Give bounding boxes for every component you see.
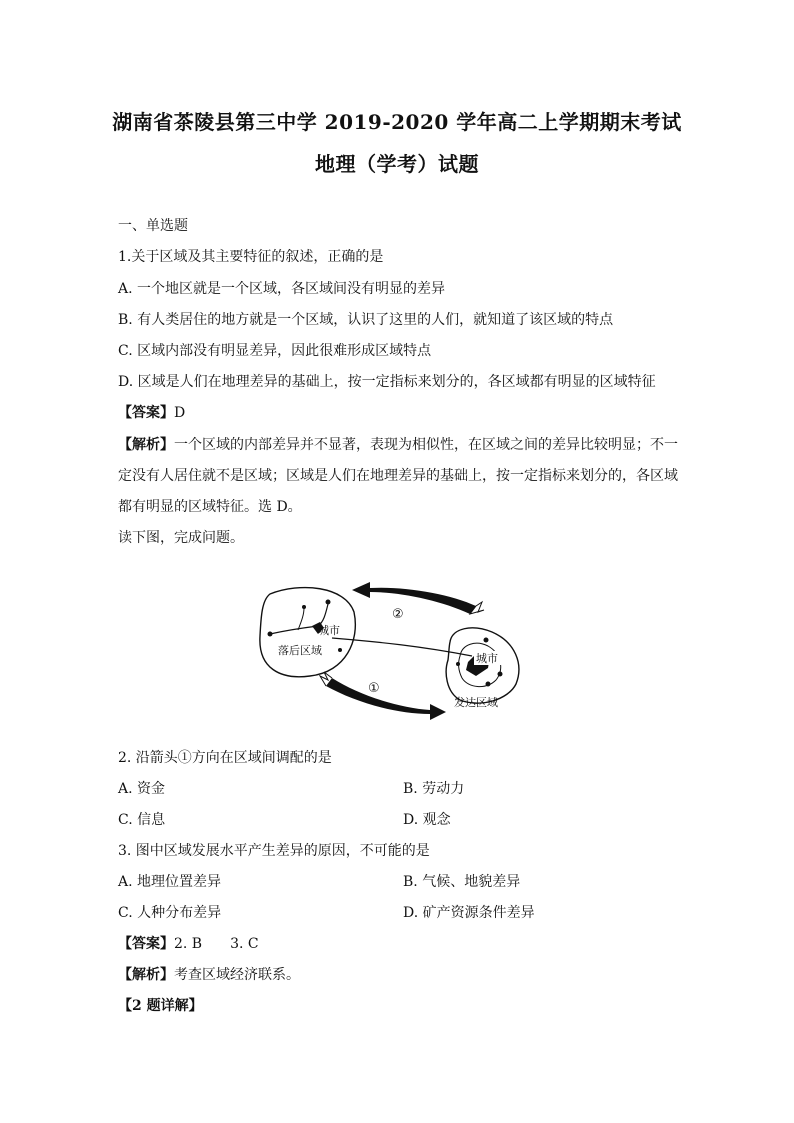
- right-region-label: 发达区域: [454, 696, 498, 709]
- analysis-text: 一个区域的内部差异并不显著，表现为相似性，在区域之间的差异比较明显；不一: [174, 437, 678, 453]
- arrow-1-label: ①: [368, 681, 380, 696]
- left-node-4: [338, 648, 342, 652]
- q1-option-d: D. 区域是人们在地理差异的基础上，按一定指标来划分的，各区域都有明显的区域特征: [118, 374, 656, 390]
- q3-option-a: A. 地理位置差异: [118, 874, 222, 890]
- q2-option-b: B. 劳动力: [403, 781, 465, 797]
- q1-analysis-line-1: [118, 435, 678, 455]
- q2-option-c: C. 信息: [118, 812, 166, 828]
- q23-analysis: [118, 965, 300, 985]
- answer-value: D: [174, 405, 186, 421]
- region-flow-diagram: [240, 572, 540, 722]
- read-prompt: 读下图，完成问题。: [118, 530, 244, 546]
- left-node-3: [302, 605, 306, 609]
- right-node-3: [486, 682, 491, 687]
- q3-option-c: C. 人种分布差异: [118, 905, 222, 921]
- q2-detail-heading: 【2 题详解】: [118, 998, 203, 1014]
- page-title: 湖南省茶陵县第三中学 2019-2020 学年高二上学期期末考试: [112, 110, 682, 134]
- answer-label: 【答案】: [118, 405, 174, 421]
- left-region-label: 落后区域: [278, 644, 322, 657]
- q23-answer: [118, 934, 259, 954]
- q3-option-b: B. 气候、地貌差异: [403, 874, 521, 890]
- right-node-2: [498, 672, 503, 677]
- analysis-label: 【解析】: [118, 967, 174, 983]
- q1-option-b: B. 有人类居住的地方就是一个区域，认识了这里的人们，就知道了该区域的特点: [118, 312, 614, 328]
- left-node-2: [326, 600, 331, 605]
- q1-answer: [118, 403, 185, 423]
- q1-option-a: A. 一个地区就是一个区域，各区域间没有明显的差异: [118, 281, 446, 297]
- arrow-2-head: [352, 582, 370, 598]
- arrow-2-label: ②: [392, 607, 404, 622]
- q1-option-c: C. 区域内部没有明显差异，因此很难形成区域特点: [118, 343, 432, 359]
- q3-stem: 3. 图中区域发展水平产生差异的原因，不可能的是: [118, 843, 430, 859]
- q2-option-a: A. 资金: [118, 781, 166, 797]
- analysis-text: 考查区域经济联系。: [174, 967, 300, 983]
- right-node-1: [484, 638, 489, 643]
- q1-stem: 1.关于区域及其主要特征的叙述，正确的是: [118, 249, 384, 265]
- arrow-2-body: [370, 588, 476, 614]
- left-city-label: 城市: [318, 624, 340, 637]
- arrow-1-head: [430, 704, 446, 720]
- answer-label: 【答案】: [118, 936, 174, 952]
- section-heading: 一、单选题: [118, 218, 188, 234]
- left-node-1: [268, 632, 273, 637]
- q2-option-d: D. 观念: [403, 812, 451, 828]
- q2-stem: 2. 沿箭头①方向在区域间调配的是: [118, 750, 332, 766]
- right-node-4: [456, 662, 460, 666]
- left-branch: [298, 608, 304, 630]
- answer-value: 2. B 3. C: [174, 936, 259, 952]
- q3-option-d: D. 矿产资源条件差异: [403, 905, 535, 921]
- q1-analysis-line-2: 定没有人居住就不是区域；区域是人们在地理差异的基础上，按一定指标来划分的，各区域: [118, 468, 678, 484]
- q1-analysis-line-3: 都有明显的区域特征。选 D。: [118, 499, 302, 515]
- analysis-label: 【解析】: [118, 437, 174, 453]
- page-subtitle: 地理（学考）试题: [315, 152, 479, 176]
- right-city-label: 城市: [476, 652, 498, 665]
- backward-region-outline: [260, 588, 355, 677]
